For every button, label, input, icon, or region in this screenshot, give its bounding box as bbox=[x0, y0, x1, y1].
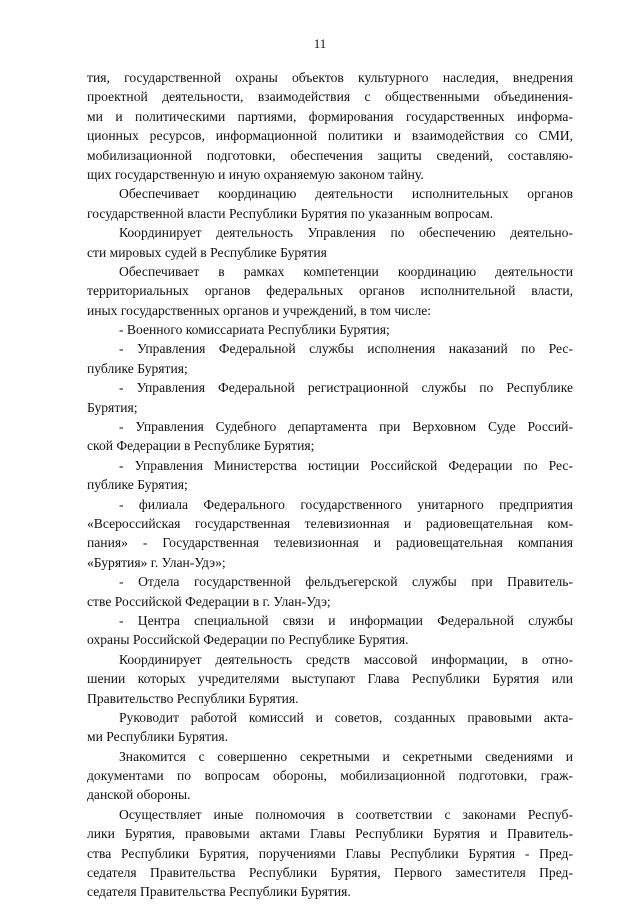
text-line: тия, государственной охраны объектов культурного наследия, внедрения bbox=[87, 70, 573, 85]
text-line: пания» - Государственная телевизионная и радиовещательная компания bbox=[87, 535, 573, 551]
text-line: щих государственную и иную охраняемую законом тайну. bbox=[87, 166, 424, 182]
text-line: стве Российской Федерации в г. Улан-Удэ; bbox=[87, 593, 331, 609]
text-line: Координирует деятельность средств массовой информации, в отно- bbox=[119, 651, 573, 667]
text-line: Знакомится с совершенно секретными и секретными сведениями и bbox=[119, 748, 573, 764]
text-line: - филиала Федерального государственного унитарного предприятия bbox=[119, 496, 573, 512]
text-line: проектной деятельности, взаимодействия с общественными объединения- bbox=[87, 89, 573, 105]
text-line: - Отдела государственной фельдъегерской службы при Правитель- bbox=[119, 574, 573, 590]
text-line: Обеспечивает в рамках компетенции координацию деятельности bbox=[119, 263, 573, 279]
text-line: государственной власти Республики Бурятия по указанным вопросам. bbox=[87, 205, 494, 221]
text-line: - Управления Министерства юстиции Российской Федерации по Рес- bbox=[119, 457, 573, 473]
text-line: - Управления Федеральной регистрационной службы по Республике bbox=[119, 380, 573, 396]
text-line: «Всероссийская государственная телевизионная и радиовещательная ком- bbox=[87, 515, 573, 531]
text-line: ства Республики Бурятия, поручениями Главы Республики Бурятия - Пред- bbox=[87, 845, 573, 861]
text-line: публике Бурятия; bbox=[87, 477, 188, 493]
text-line: территориальных органов федеральных органов исполнительной власти, bbox=[87, 283, 573, 299]
text-line: - Управления Федеральной службы исполнения наказаний по Рес- bbox=[119, 341, 573, 357]
text-line: - Военного комиссариата Республики Бурятия; bbox=[119, 322, 390, 338]
text-line: публике Бурятия; bbox=[87, 360, 188, 376]
text-line: шении которых учредителями выступают Глава Республики Бурятия или bbox=[87, 671, 573, 687]
text-line: Правительство Республики Бурятия. bbox=[87, 690, 299, 706]
text-line: седателя Правительства Республики Бурятия, Первого заместителя Пред- bbox=[87, 865, 573, 881]
text-line: охраны Российской Федерации по Республике Бурятия. bbox=[87, 632, 409, 648]
text-line: ской Федерации в Республике Бурятия; bbox=[87, 438, 315, 454]
text-line: иных государственных органов и учреждений, в том числе: bbox=[87, 302, 432, 318]
text-line: мобилизационной подготовки, обеспечения защиты сведений, составляю- bbox=[87, 147, 573, 163]
page-number: 11 bbox=[313, 36, 327, 51]
text-line: документами по вопросам обороны, мобилизационной подготовки, граж- bbox=[87, 768, 573, 784]
text-line: Координирует деятельность Управления по обеспечению деятельно- bbox=[119, 225, 573, 241]
text-line: - Центра специальной связи и информации Федеральной службы bbox=[119, 612, 573, 628]
text-line: Обеспечивает координацию деятельности исполнительных органов bbox=[119, 186, 573, 202]
text-line: «Бурятия» г. Улан-Удэ»; bbox=[87, 554, 226, 570]
document-body bbox=[87, 68, 573, 902]
text-line: - Управления Судебного департамента при Верховном Суде Россий- bbox=[119, 419, 573, 435]
text-line: лики Бурятия, правовыми актами Главы Республики Бурятия и Правитель- bbox=[87, 826, 573, 842]
text-line: ми Республики Бурятия. bbox=[87, 729, 229, 745]
text-line: седателя Правительства Республики Бурятия. bbox=[87, 884, 351, 900]
text-line: Бурятия; bbox=[87, 399, 138, 415]
text-line: ми и политическими партиями, формирования государственных информа- bbox=[87, 108, 573, 124]
text-line: Руководит работой комиссий и советов, созданных правовыми акта- bbox=[119, 709, 573, 725]
text-line: ционных ресурсов, информационной политики и взаимодействия со СМИ, bbox=[87, 128, 573, 144]
text-line: данской обороны. bbox=[87, 787, 191, 803]
text-line: сти мировых судей в Республике Бурятия bbox=[87, 244, 327, 260]
text-line: Осуществляет иные полномочия в соответствии с законами Респуб- bbox=[119, 806, 573, 822]
